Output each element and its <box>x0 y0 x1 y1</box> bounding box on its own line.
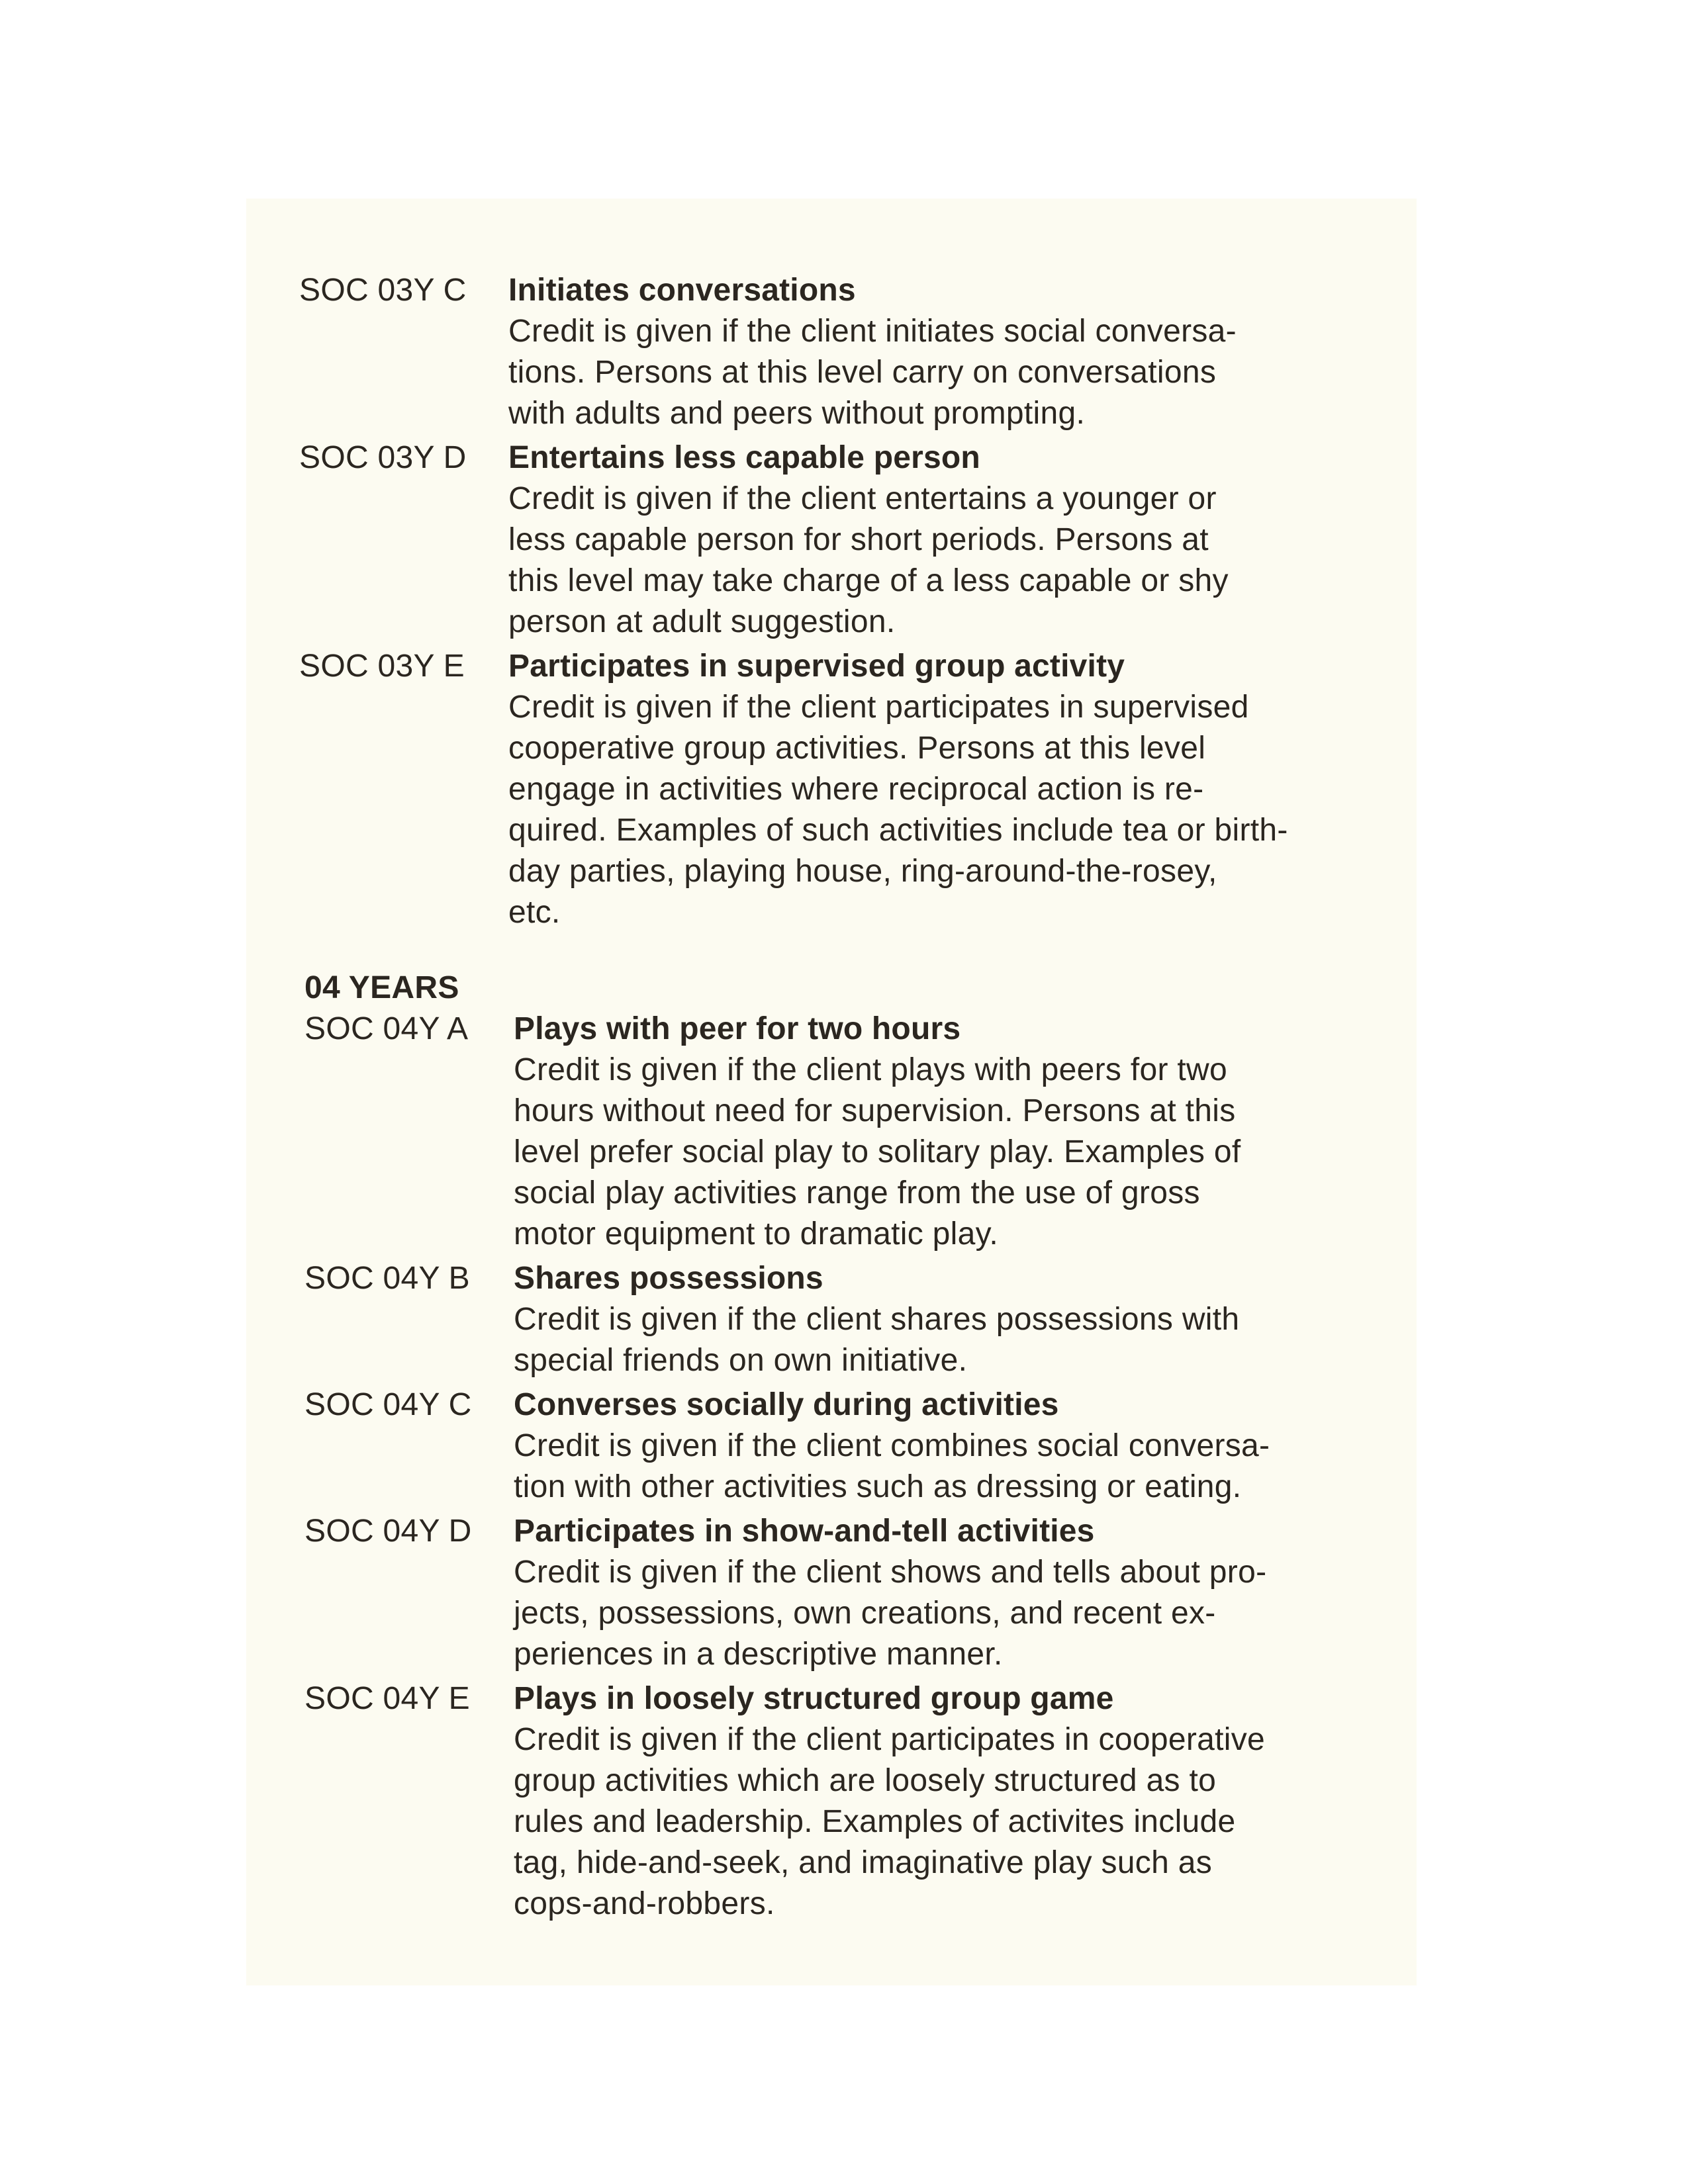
entry-soc-03y-d <box>299 437 1425 643</box>
description-line: Credit is given if the client shares possessions with <box>514 1302 1240 1337</box>
description-line: rules and leadership. Examples of activites include <box>514 1804 1236 1839</box>
description-line: person at adult suggestion. <box>508 604 896 639</box>
section-04-years <box>299 968 1425 1925</box>
description-line: Credit is given if the client combines social conversa- <box>514 1428 1270 1463</box>
item-code: SOC 04Y B <box>305 1261 470 1296</box>
item-body <box>508 437 1425 643</box>
item-title: Plays in loosely structured group game <box>514 1681 1114 1716</box>
item-code: SOC 04Y D <box>305 1514 472 1549</box>
item-code: SOC 03Y C <box>299 273 467 308</box>
description-line: tions. Persons at this level carry on conversations <box>508 355 1217 390</box>
description-line: etc. <box>508 895 561 930</box>
description-line: day parties, playing house, ring-around-the-rosey, <box>508 854 1217 889</box>
entry-soc-04y-a <box>305 1009 1425 1255</box>
item-title: Participates in supervised group activity <box>508 649 1125 684</box>
item-title: Plays with peer for two hours <box>514 1011 961 1046</box>
item-code: SOC 04Y E <box>305 1681 470 1716</box>
description-line: less capable person for short periods. Persons at <box>508 522 1209 557</box>
description-line: this level may take charge of a less capable or shy <box>508 563 1229 598</box>
description-line: social play activities range from the use of gross <box>514 1175 1200 1210</box>
document-content <box>299 270 1425 1928</box>
item-title: Participates in show-and-tell activities <box>514 1514 1095 1549</box>
description-line: cooperative group activities. Persons at this level <box>508 731 1206 766</box>
item-body <box>508 646 1425 933</box>
section-heading: 04 YEARS <box>305 970 459 1005</box>
item-code: SOC 03Y E <box>299 649 465 684</box>
section-03-years <box>299 270 1425 933</box>
item-code: SOC 04Y C <box>305 1387 472 1422</box>
entry-soc-03y-e <box>299 646 1425 933</box>
entry-soc-03y-c <box>299 270 1425 434</box>
description-line: special friends on own initiative. <box>514 1343 968 1378</box>
description-line: level prefer social play to solitary play. Examples of <box>514 1134 1241 1169</box>
description-line: Credit is given if the client entertains a younger or <box>508 481 1217 516</box>
description-line: Credit is given if the client shows and tells about pro- <box>514 1555 1267 1590</box>
item-title: Entertains less capable person <box>508 440 980 475</box>
entry-soc-04y-b <box>305 1258 1425 1381</box>
item-body <box>514 1009 1425 1255</box>
description-line: engage in activities where reciprocal action is re- <box>508 772 1204 807</box>
description-line: cops-and-robbers. <box>514 1886 775 1921</box>
item-title: Shares possessions <box>514 1261 823 1296</box>
description-line: group activities which are loosely structured as to <box>514 1763 1217 1798</box>
entry-soc-04y-c <box>305 1385 1425 1508</box>
item-body <box>508 270 1425 434</box>
description-line: hours without need for supervision. Persons at this <box>514 1093 1236 1128</box>
description-line: tion with other activities such as dressing or eating. <box>514 1469 1242 1504</box>
description-line: tag, hide-and-seek, and imaginative play such as <box>514 1845 1213 1880</box>
entry-soc-04y-e <box>305 1678 1425 1925</box>
description-line: Credit is given if the client participates in cooperative <box>514 1722 1265 1757</box>
description-line: Credit is given if the client participates in supervised <box>508 690 1249 725</box>
entry-soc-04y-d <box>305 1511 1425 1675</box>
item-body <box>514 1258 1425 1381</box>
description-line: quired. Examples of such activities include tea or birth- <box>508 813 1288 848</box>
description-line: motor equipment to dramatic play. <box>514 1216 999 1251</box>
item-body <box>514 1678 1425 1925</box>
item-body <box>514 1385 1425 1508</box>
item-code: SOC 04Y A <box>305 1011 469 1046</box>
description-line: periences in a descriptive manner. <box>514 1637 1003 1672</box>
description-line: jects, possessions, own creations, and recent ex- <box>514 1596 1216 1631</box>
description-line: Credit is given if the client initiates social conversa- <box>508 314 1237 349</box>
item-code: SOC 03Y D <box>299 440 467 475</box>
description-line: with adults and peers without prompting. <box>508 396 1086 431</box>
item-title: Initiates conversations <box>508 273 856 308</box>
description-line: Credit is given if the client plays with peers for two <box>514 1052 1227 1087</box>
item-body <box>514 1511 1425 1675</box>
item-title: Converses socially during activities <box>514 1387 1059 1422</box>
